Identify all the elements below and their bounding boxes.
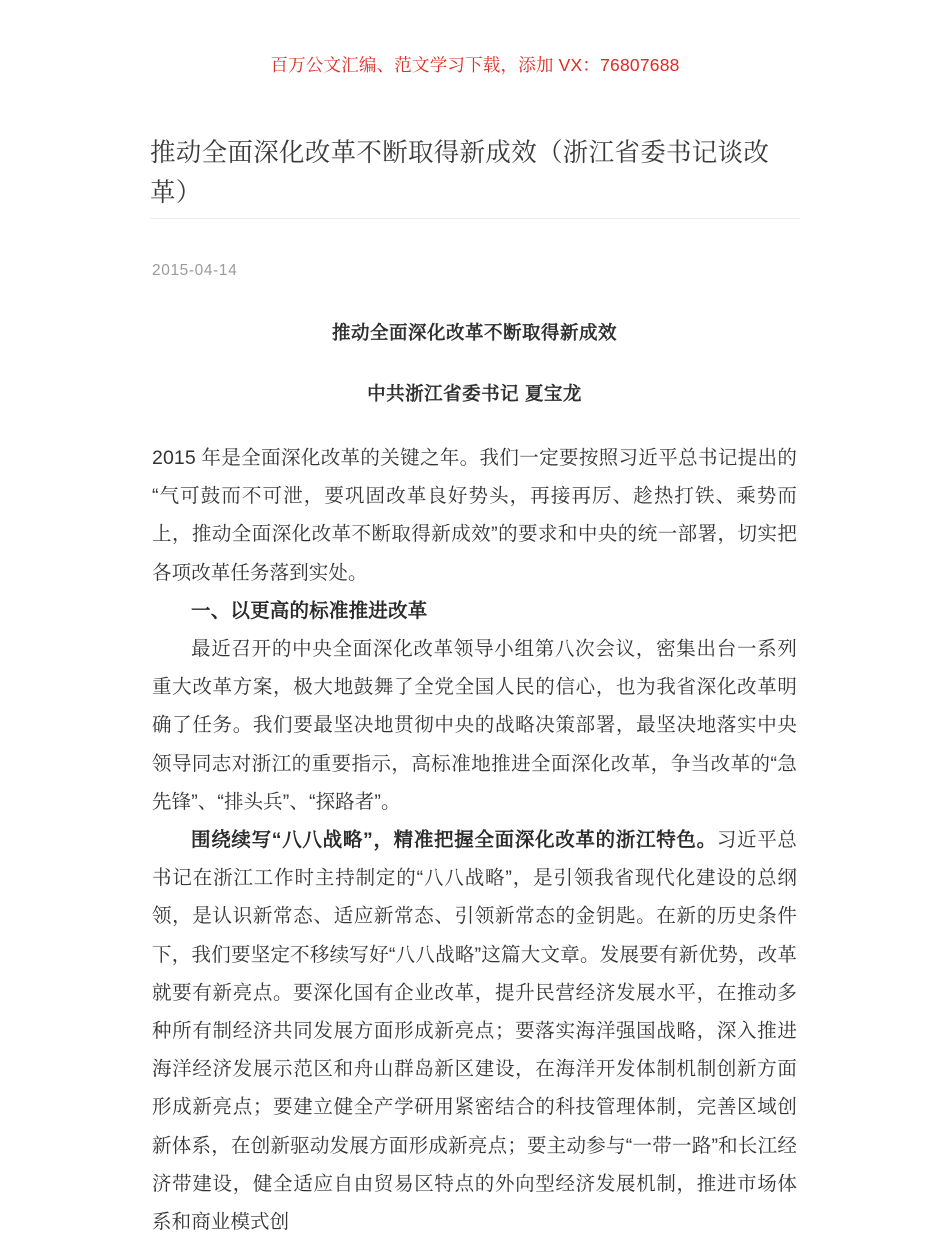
paragraph-strategy-text: 习近平总书记在浙江工作时主持制定的“八八战略”，是引领我省现代化建设的总纲领，是认识新常态、适应新常态、引领新常态的金钥匙。在新的历史条件下，我们要坚定不移续写好“八八战略”这篇大文章。发展要有新优势，改革就要有新亮点。要深化国有企业改革，提升民营经济发展水平，在推动多种所有制经济共同发展方面形成新亮点；要落实海洋强国战略，深入推进海洋经济发展示范区和舟山群岛新区建设，在海洋开发体制机制创新方面形成新亮点；要建立健全产学研用紧密结合的科技管理体制，完善区域创新体系，在创新驱动发展方面形成新亮点；要主动参与“一带一路”和长江经济带建设，健全适应自由贸易区特点的外向型经济发展机制，推进市场体系和商业模式创 [152, 829, 798, 1234]
paragraph-strategy-lead: 围绕续写“八八战略”，精准把握全面深化改革的浙江特色。 [191, 829, 717, 852]
paragraph-opening: 2015 年是全面深化改革的关键之年。我们一定要按照习近平总书记提出的“气可鼓而不可泄，要巩固改革良好势头，再接再厉、趁热打铁、乘势而上，推动全面深化改革不断取得新成效”的要求和中央的统一部署，切实把各项改革任务落到实处。 [152, 447, 797, 584]
document-author-heading: 中共浙江省委书记 夏宝龙 [367, 383, 582, 404]
page-title: 推动全面深化改革不断取得新成效（浙江省委书记谈改革） [150, 139, 770, 207]
document-body [152, 318, 797, 1241]
document-main-heading: 推动全面深化改革不断取得新成效 [331, 322, 617, 343]
paragraph-strategy [152, 821, 797, 1241]
article-date: 2015-04-14 [152, 262, 238, 279]
article-header [150, 133, 800, 213]
paragraph-meeting: 最近召开的中央全面深化改革领导小组第八次会议，密集出台一系列重大改革方案，极大地鼓舞了全党全国人民的信心，也为我省深化改革明确了任务。我们要最坚决地贯彻中央的战略决策部署，最坚决地落实中央领导同志对浙江的重要指示，高标准地推进全面深化改革，争当改革的“急先锋”、“排头兵”、“探路者”。 [152, 638, 797, 813]
promo-banner: 百万公文汇编、范文学习下载，添加 VX：76807688 [270, 55, 680, 75]
section-heading-one: 一、以更高的标准推进改革 [191, 599, 428, 622]
header-divider [150, 218, 800, 219]
